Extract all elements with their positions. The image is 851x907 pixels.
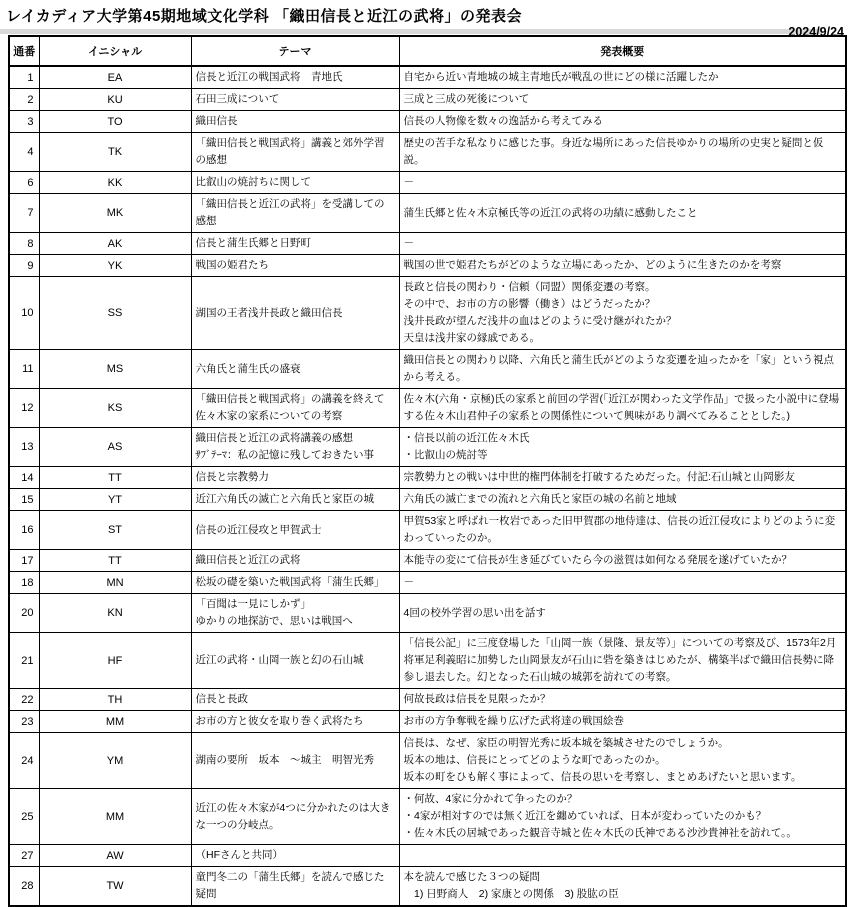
divider-band bbox=[0, 29, 822, 34]
summary-cell bbox=[399, 845, 846, 867]
serial-cell: 7 bbox=[9, 194, 39, 233]
initials-cell: MK bbox=[39, 194, 191, 233]
summary-cell-line: 蒲生氏郷と佐々木京極氏等の近江の武将の功績に感動したこと bbox=[403, 206, 698, 219]
table-header bbox=[9, 36, 846, 66]
theme-cell bbox=[191, 233, 399, 255]
serial-cell: 16 bbox=[9, 511, 39, 550]
summary-cell-line: 歴史の苦手な私なりに感じた事。身近な場所にあった信長ゆかりの場所の史実と疑問と仮説。 bbox=[403, 137, 824, 166]
initials-cell: AW bbox=[39, 845, 191, 867]
summary-cell-line: 本を読んで感じた３つの疑問 bbox=[403, 871, 540, 883]
summary-cell bbox=[399, 66, 846, 89]
serial-cell: 23 bbox=[9, 711, 39, 733]
theme-cell bbox=[191, 133, 399, 172]
initials-cell: HF bbox=[39, 633, 191, 689]
summary-cell-line: ・佐々木氏の居城であった観音寺城と佐々木氏の氏神である沙沙貴神社を訪れて。。 bbox=[403, 827, 797, 839]
serial-cell: 11 bbox=[9, 350, 39, 389]
theme-cell-line: 信長の近江侵攻と甲賀武士 bbox=[195, 523, 322, 536]
table-body bbox=[9, 66, 846, 906]
summary-cell-line: お市の方争奪戦を繰り広げた武将達の戦国絵巻 bbox=[403, 715, 624, 727]
serial-cell: 25 bbox=[9, 789, 39, 845]
serial-cell: 20 bbox=[9, 594, 39, 633]
table-row bbox=[9, 489, 846, 511]
serial-cell: 8 bbox=[9, 233, 39, 255]
table-row bbox=[9, 255, 846, 277]
summary-cell-line: ・何故、4家に分かれて争ったのか？ bbox=[403, 793, 578, 805]
initials-cell: KN bbox=[39, 594, 191, 633]
theme-cell-line: 「百聞は一見にしかず」 bbox=[195, 598, 311, 610]
summary-cell bbox=[399, 789, 846, 845]
theme-cell-line: 信長と宗教勢力 bbox=[195, 471, 269, 483]
serial-cell: 13 bbox=[9, 428, 39, 467]
table-row bbox=[9, 277, 846, 350]
initials-cell: YT bbox=[39, 489, 191, 511]
summary-cell-line: 本能寺の変にて信長が生き延びていたら今の滋賀は如何なる発展を遂げていたか？ bbox=[403, 554, 792, 566]
table-row bbox=[9, 867, 846, 907]
summary-cell bbox=[399, 389, 846, 428]
serial-cell: 4 bbox=[9, 133, 39, 172]
table-row bbox=[9, 172, 846, 194]
serial-cell: 27 bbox=[9, 845, 39, 867]
theme-cell bbox=[191, 277, 399, 350]
table-row bbox=[9, 845, 846, 867]
table-row bbox=[9, 550, 846, 572]
summary-cell-line: 天皇は浅井家の縁戚である。 bbox=[403, 332, 540, 344]
theme-cell-line: 近江六角氏の滅亡と六角氏と家臣の城 bbox=[195, 493, 374, 505]
theme-cell-line: 戦国の姫君たち bbox=[195, 259, 269, 271]
summary-cell bbox=[399, 594, 846, 633]
serial-cell: 22 bbox=[9, 689, 39, 711]
summary-cell-line: 長政と信長の関わり・信頼（同盟）関係変遷の考察。 bbox=[403, 281, 656, 293]
initials-cell: KK bbox=[39, 172, 191, 194]
summary-cell bbox=[399, 350, 846, 389]
theme-cell-line: 「織田信長と戦国武将」講義と郊外学習の感想 bbox=[195, 137, 385, 166]
summary-cell bbox=[399, 467, 846, 489]
table-row bbox=[9, 133, 846, 172]
summary-cell-line: 六角氏の滅亡までの流れと六角氏と家臣の城の名前と地域 bbox=[403, 493, 677, 505]
summary-cell-line: ・信長以前の近江佐々木氏 bbox=[403, 432, 530, 444]
table-row bbox=[9, 233, 846, 255]
initials-cell: AK bbox=[39, 233, 191, 255]
theme-cell-line: 織田信長 bbox=[195, 115, 238, 127]
table-row bbox=[9, 572, 846, 594]
initials-cell: MS bbox=[39, 350, 191, 389]
initials-cell: KU bbox=[39, 89, 191, 111]
theme-cell-line: （HFさんと共同） bbox=[195, 849, 283, 861]
summary-cell-line: － bbox=[403, 237, 414, 249]
summary-cell-line: 三成と三成の死後について bbox=[403, 93, 530, 105]
theme-cell-line: 「織田信長と近江の武将」を受講しての感想 bbox=[195, 198, 385, 227]
theme-cell bbox=[191, 511, 399, 550]
theme-cell-line: 佐々木家の家系についての考察 bbox=[195, 410, 343, 422]
table-row bbox=[9, 594, 846, 633]
theme-cell-line: 湖国の王者浅井長政と織田信長 bbox=[195, 306, 343, 319]
theme-cell bbox=[191, 711, 399, 733]
table-row bbox=[9, 789, 846, 845]
theme-cell-line: 湖南の要所 坂本 ～城主 明智光秀 bbox=[195, 754, 374, 766]
summary-cell-line: 坂本の地は、信長にとってどのような町であったのか。 bbox=[403, 754, 666, 766]
theme-cell-line: お市の方と彼女を取り巻く武将たち bbox=[195, 715, 364, 727]
theme-cell bbox=[191, 255, 399, 277]
summary-cell-line: － bbox=[403, 576, 414, 588]
summary-cell bbox=[399, 89, 846, 111]
serial-cell: 14 bbox=[9, 467, 39, 489]
summary-cell-line: 信長は、なぜ、家臣の明智光秀に坂本城を築城させたのでしょうか。 bbox=[403, 737, 729, 749]
initials-cell: YM bbox=[39, 733, 191, 789]
summary-cell bbox=[399, 733, 846, 789]
theme-cell bbox=[191, 111, 399, 133]
summary-cell bbox=[399, 711, 846, 733]
theme-cell bbox=[191, 389, 399, 428]
initials-cell: TH bbox=[39, 689, 191, 711]
column-header-summary: 発表概要 bbox=[399, 36, 846, 66]
table-row bbox=[9, 633, 846, 689]
summary-cell-line: 坂本の町をひも解く事によって、信長の思いを考察し、まとめあげたいと思います。 bbox=[403, 771, 802, 783]
summary-cell-line: 佐々木(六角・京極)氏の家系と前回の学習(「近江が関わった文学作品」で扱った小説中に登場する佐々木山君仲子の家系との関係性について興味があり調べてみることとした。) bbox=[403, 393, 840, 422]
summary-cell-line: 自宅から近い青地城の城主青地氏が戦乱の世にどの様に活躍したか bbox=[403, 71, 719, 83]
serial-cell: 18 bbox=[9, 572, 39, 594]
summary-cell bbox=[399, 489, 846, 511]
serial-cell: 24 bbox=[9, 733, 39, 789]
initials-cell: SS bbox=[39, 277, 191, 350]
theme-cell bbox=[191, 845, 399, 867]
serial-cell: 21 bbox=[9, 633, 39, 689]
column-header-theme: テーマ bbox=[191, 36, 399, 66]
summary-cell-line: 1) 日野商人 2) 家康との関係 3) 股肱の臣 bbox=[403, 888, 619, 900]
summary-cell-line: 「信長公記」に三度登場した「山岡一族（景隆、景友等）」についての考察及び、1573年2月将軍足利義昭に加勢した山岡景友が石山に砦を築きはじめたが、構築半ばで織田信長勢に降参し退去した。幻となった石山城の城郭を訪れての考察。 bbox=[403, 637, 837, 683]
theme-cell bbox=[191, 594, 399, 633]
initials-cell: YK bbox=[39, 255, 191, 277]
table-row bbox=[9, 467, 846, 489]
column-header-serial: 通番 bbox=[9, 36, 39, 66]
initials-cell: AS bbox=[39, 428, 191, 467]
initials-cell: TT bbox=[39, 550, 191, 572]
serial-cell: 12 bbox=[9, 389, 39, 428]
theme-cell bbox=[191, 172, 399, 194]
theme-cell-line: 信長と近江の戦国武将 青地氏 bbox=[195, 71, 343, 83]
theme-cell bbox=[191, 350, 399, 389]
table-row bbox=[9, 711, 846, 733]
summary-cell-line: 宗教勢力との戦いは中世的権門体制を打破するためだった。付記:石山城と山岡影友 bbox=[403, 471, 795, 483]
table-header-row bbox=[9, 36, 846, 66]
initials-cell: TO bbox=[39, 111, 191, 133]
theme-cell bbox=[191, 867, 399, 907]
presentation-table bbox=[8, 35, 847, 907]
summary-cell bbox=[399, 633, 846, 689]
summary-cell bbox=[399, 194, 846, 233]
theme-cell bbox=[191, 572, 399, 594]
summary-cell-line: その中で、お市の方の影響（働き）はどうだったか？ bbox=[403, 298, 656, 310]
column-header-initials: イニシャル bbox=[39, 36, 191, 66]
initials-cell: KS bbox=[39, 389, 191, 428]
summary-cell bbox=[399, 511, 846, 550]
theme-cell bbox=[191, 467, 399, 489]
table-row bbox=[9, 66, 846, 89]
summary-cell bbox=[399, 277, 846, 350]
table-row bbox=[9, 194, 846, 233]
initials-cell: TW bbox=[39, 867, 191, 907]
summary-cell-line: 甲賀53家と呼ばれ一枚岩であった旧甲賀郡の地侍達は、信長の近江侵攻によりどのように変わっていったのか。 bbox=[403, 515, 836, 544]
initials-cell: MN bbox=[39, 572, 191, 594]
summary-cell-line: 4回の校外学習の思い出を話す bbox=[403, 606, 546, 619]
theme-cell bbox=[191, 66, 399, 89]
theme-cell-line: 比叡山の焼討ちに関して bbox=[195, 176, 311, 188]
table-row bbox=[9, 111, 846, 133]
table-row bbox=[9, 511, 846, 550]
theme-cell-line: 近江の武将・山岡一族と幻の石山城 bbox=[195, 654, 364, 666]
summary-cell-line: － bbox=[403, 176, 414, 188]
theme-cell bbox=[191, 489, 399, 511]
theme-cell bbox=[191, 789, 399, 845]
document-date: 2024/9/24 bbox=[788, 25, 844, 39]
serial-cell: 15 bbox=[9, 489, 39, 511]
summary-cell bbox=[399, 867, 846, 907]
theme-cell-line: ゆかりの地探訪で、思いは戦国へ bbox=[195, 615, 353, 627]
theme-cell-line: 織田信長と近江の武将講義の感想 bbox=[195, 432, 353, 444]
summary-cell-line: ・4家が相対すのでは無く近江を纏めていれば、日本が変わっていたのかも？ bbox=[403, 810, 767, 822]
serial-cell: 1 bbox=[9, 66, 39, 89]
serial-cell: 3 bbox=[9, 111, 39, 133]
initials-cell: TK bbox=[39, 133, 191, 172]
table-row bbox=[9, 389, 846, 428]
table-row bbox=[9, 350, 846, 389]
theme-cell-line: 六角氏と蒲生氏の盛衰 bbox=[195, 362, 301, 375]
theme-cell-line: ｻﾌﾞﾃｰﾏ：私の記憶に残しておきたい事 bbox=[195, 449, 374, 461]
serial-cell: 17 bbox=[9, 550, 39, 572]
initials-cell: MM bbox=[39, 711, 191, 733]
summary-cell bbox=[399, 255, 846, 277]
theme-cell bbox=[191, 633, 399, 689]
theme-cell bbox=[191, 194, 399, 233]
theme-cell bbox=[191, 733, 399, 789]
serial-cell: 6 bbox=[9, 172, 39, 194]
table-row bbox=[9, 733, 846, 789]
page-title: レイカディア大学第45期地域文化学科 「織田信長と近江の武将」の発表会 bbox=[6, 8, 522, 25]
theme-cell-line: 童門冬二の「蒲生氏郷」を読んで感じた疑問 bbox=[195, 871, 385, 900]
initials-cell: TT bbox=[39, 467, 191, 489]
table-row bbox=[9, 689, 846, 711]
serial-cell: 10 bbox=[9, 277, 39, 350]
theme-cell-line: 松坂の礎を築いた戦国武将「蒲生氏郷」 bbox=[195, 576, 385, 588]
summary-cell-line: 織田信長との関わり以降、六角氏と蒲生氏がどのような変遷を辿ったかを「家」という視点から考える。 bbox=[403, 354, 834, 383]
theme-cell-line: 「織田信長と戦国武将」の講義を終えて bbox=[195, 393, 385, 405]
serial-cell: 2 bbox=[9, 89, 39, 111]
summary-cell bbox=[399, 428, 846, 467]
summary-cell-line: 何故長政は信長を見限ったか？ bbox=[403, 693, 551, 705]
summary-cell bbox=[399, 172, 846, 194]
theme-cell bbox=[191, 428, 399, 467]
serial-cell: 9 bbox=[9, 255, 39, 277]
theme-cell-line: 織田信長と近江の武将 bbox=[195, 554, 301, 566]
theme-cell bbox=[191, 89, 399, 111]
initials-cell: ST bbox=[39, 511, 191, 550]
theme-cell-line: 石田三成について bbox=[195, 93, 280, 105]
initials-cell: EA bbox=[39, 66, 191, 89]
theme-cell-line: 信長と長政 bbox=[195, 693, 248, 705]
summary-cell-line: ・比叡山の焼討等 bbox=[403, 449, 488, 461]
theme-cell bbox=[191, 689, 399, 711]
theme-cell-line: 信長と蒲生氏郷と日野町 bbox=[195, 237, 311, 249]
summary-cell-line: 信長の人物像を数々の逸話から考えてみる bbox=[403, 115, 603, 127]
initials-cell: MM bbox=[39, 789, 191, 845]
summary-cell bbox=[399, 111, 846, 133]
summary-cell bbox=[399, 133, 846, 172]
serial-cell: 28 bbox=[9, 867, 39, 907]
theme-cell-line: 近江の佐々木家が4つに分かれたのは大きな一つの分岐点。 bbox=[195, 801, 391, 831]
summary-cell bbox=[399, 572, 846, 594]
table-row bbox=[9, 428, 846, 467]
theme-cell bbox=[191, 550, 399, 572]
summary-cell-line: 浅井長政が望んだ浅井の血はどのように受け継がれたか？ bbox=[403, 315, 677, 327]
summary-cell bbox=[399, 550, 846, 572]
summary-cell bbox=[399, 233, 846, 255]
summary-cell bbox=[399, 689, 846, 711]
summary-cell-line: 戦国の世で姫君たちがどのような立場にあったか、どのように生きたのかを考察 bbox=[403, 259, 782, 271]
table-row bbox=[9, 89, 846, 111]
